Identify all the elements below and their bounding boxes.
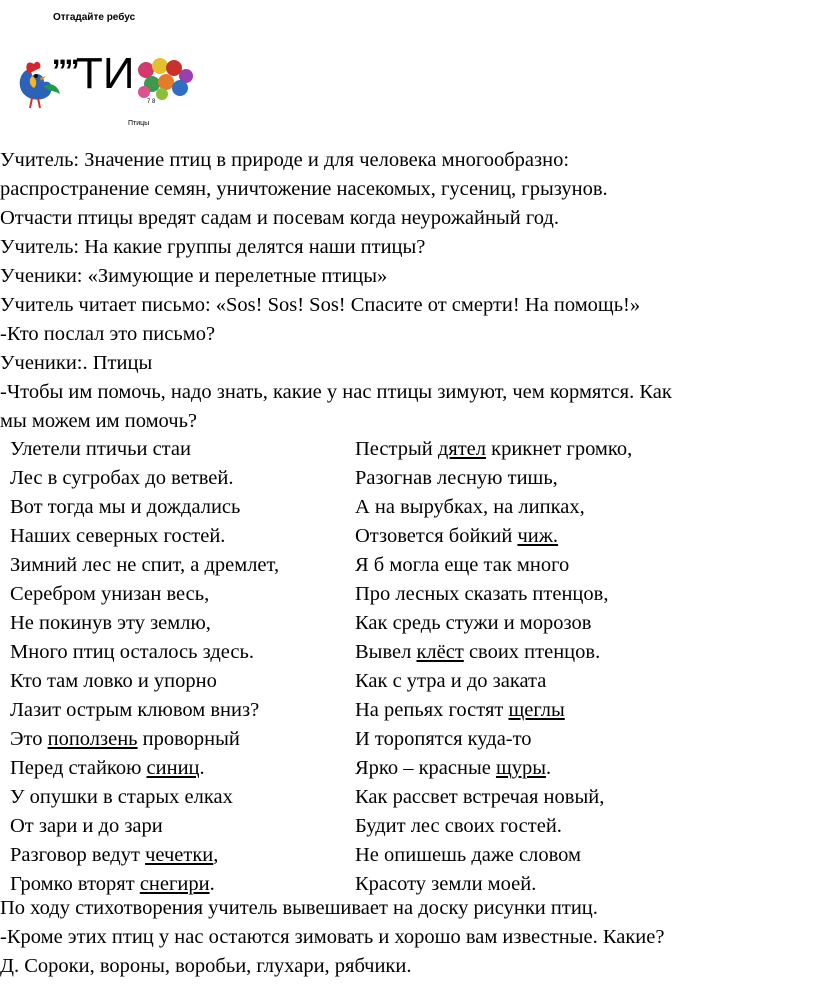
- poem-text: Лазит острым клювом вниз?: [10, 699, 260, 721]
- poem-text: Улетели птичьи стаи: [10, 438, 191, 460]
- poem-line: [355, 609, 632, 638]
- text-line: По ходу стихотворения учитель вывешивает на доску рисунки птиц.: [0, 897, 598, 919]
- poem-line: [10, 580, 279, 609]
- text-line: Учитель читает письмо: «Sos! Sos! Sos! Спасите от смерти! На помощь!»: [0, 294, 641, 316]
- poem-text: Как средь стужи и морозов: [355, 612, 592, 634]
- poem-text: А на вырубках, на липках,: [355, 496, 585, 518]
- poem-text: Много птиц осталось здесь.: [10, 641, 254, 663]
- poem-line: [10, 696, 279, 725]
- poem-line: [355, 841, 632, 870]
- text-line: Ученики: «Зимующие и перелетные птицы»: [0, 265, 388, 287]
- poem-text: Отзовется бойкий: [355, 525, 518, 547]
- rebus-digits: 7 8: [147, 99, 156, 105]
- poem-line: [355, 783, 632, 812]
- poem-line: [10, 638, 279, 667]
- rebus-answer: Птицы: [128, 120, 150, 127]
- poem-text: .: [546, 757, 552, 779]
- poem-right-column: [355, 435, 632, 899]
- poem-text: Ярко – красные: [355, 757, 496, 779]
- poem-text: Разогнав лесную тишь,: [355, 467, 558, 489]
- text-line: Д. Сороки, вороны, воробьи, глухари, рябчики.: [0, 955, 412, 977]
- poem-line: [10, 667, 279, 696]
- poem-line: [355, 435, 632, 464]
- poem-text: И торопятся куда-то: [355, 728, 532, 750]
- poem-text: крикнет громко,: [486, 438, 633, 460]
- poem-line: [10, 522, 279, 551]
- poem-text: Перед стайкою: [10, 757, 147, 779]
- poem-text: Вот тогда мы и дождались: [10, 496, 241, 518]
- poem-line: [10, 841, 279, 870]
- poem-line: [355, 551, 632, 580]
- text-line: Отчасти птицы вредят садам и посевам когда неурожайный год.: [0, 207, 559, 229]
- poem-left-column: [10, 435, 279, 899]
- poem-text: Будит лес своих гостей.: [355, 815, 562, 837]
- poem-text: своих птенцов.: [463, 641, 601, 663]
- rebus-syllable: ТИ: [76, 49, 135, 98]
- poem-text: Это: [10, 728, 48, 750]
- poem-line: [355, 725, 632, 754]
- poem-text: На репьях гостят: [355, 699, 509, 721]
- poem-line: [355, 493, 632, 522]
- bird-name: щеглы: [508, 699, 565, 721]
- bird-name: дятел: [437, 438, 486, 460]
- poem-line: [355, 696, 632, 725]
- text-line: Учитель: Значение птиц в природе и для человека многообразно:: [0, 149, 570, 171]
- bird-name: синиц: [146, 757, 200, 779]
- poem-line: [355, 580, 632, 609]
- poem-line: [10, 812, 279, 841]
- poem-text: Как рассвет встречая новый,: [355, 786, 605, 808]
- rebus-picture: [14, 38, 184, 112]
- poem-text: Как с утра и до заката: [355, 670, 547, 692]
- poem-text: Про лесных сказать птенцов,: [355, 583, 609, 605]
- poem-line: [10, 464, 279, 493]
- text-line: -Кроме этих птиц у нас остаются зимовать и хорошо вам известные. Какие?: [0, 926, 665, 948]
- poem-text: Наших северных гостей.: [10, 525, 226, 547]
- poem-text: Не опишешь даже словом: [355, 844, 581, 866]
- poem-text: ,: [213, 844, 219, 866]
- poem-line: [10, 725, 279, 754]
- poem-text: Зимний лес не спит, а дремлет,: [10, 554, 280, 576]
- poem-text: .: [209, 873, 215, 895]
- poem-line: [10, 493, 279, 522]
- poem-text: Серебром унизан весь,: [10, 583, 210, 605]
- text-line: мы можем им помочь?: [0, 410, 198, 432]
- poem-line: [355, 667, 632, 696]
- bird-name: щуры: [495, 757, 547, 779]
- intro-text: [0, 146, 816, 436]
- bird-name: чечетки: [145, 844, 214, 866]
- poem-line: [10, 435, 279, 464]
- poem-text: Красоту земли моей.: [355, 873, 537, 895]
- poem-text: Не покинув эту землю,: [10, 612, 211, 634]
- poem-line: [355, 638, 632, 667]
- bird-name: клёст: [416, 641, 464, 663]
- poem-text: проворный: [137, 728, 240, 750]
- poem-text: .: [199, 757, 205, 779]
- poem-text: От зари и до зари: [10, 815, 163, 837]
- outro-text: [0, 894, 816, 981]
- text-line: -Чтобы им помочь, надо знать, какие у нас птицы зимуют, чем кормятся. Как: [0, 381, 672, 403]
- poem-text: Я б могла еще так много: [355, 554, 570, 576]
- poem-line: [10, 783, 279, 812]
- bird-name: снегири: [139, 873, 210, 895]
- text-line: -Кто послал это письмо?: [0, 323, 216, 345]
- poem-text: У опушки в старых елках: [10, 786, 233, 808]
- bird-name: чиж.: [517, 525, 559, 547]
- poem-text: Вывел: [355, 641, 417, 663]
- text-line: Учитель: На какие группы делятся наши птицы?: [0, 236, 426, 258]
- poem-line: [355, 754, 632, 783]
- poem-line: [355, 522, 632, 551]
- poem-text: Лес в сугробах до ветвей.: [10, 467, 234, 489]
- text-line: распространение семян, уничтожение насекомых, гусениц, грызунов.: [0, 178, 608, 200]
- poem-line: [10, 754, 279, 783]
- rebus-title: Отгадайте ребус: [53, 12, 136, 23]
- text-line: Ученики:. Птицы: [0, 352, 153, 374]
- bird-name: поползень: [47, 728, 138, 750]
- poem-text: Разговор ведут: [10, 844, 146, 866]
- poem-text: Кто там ловко и упорно: [10, 670, 217, 692]
- rebus-commas: ,,,,: [52, 38, 78, 71]
- poem-text: Пестрый: [355, 438, 438, 460]
- poem-text: Громко вторят: [10, 873, 140, 895]
- poem-line: [10, 551, 279, 580]
- poem-line: [10, 609, 279, 638]
- berries-image: [134, 56, 194, 102]
- poem-line: [355, 812, 632, 841]
- poem-line: [355, 464, 632, 493]
